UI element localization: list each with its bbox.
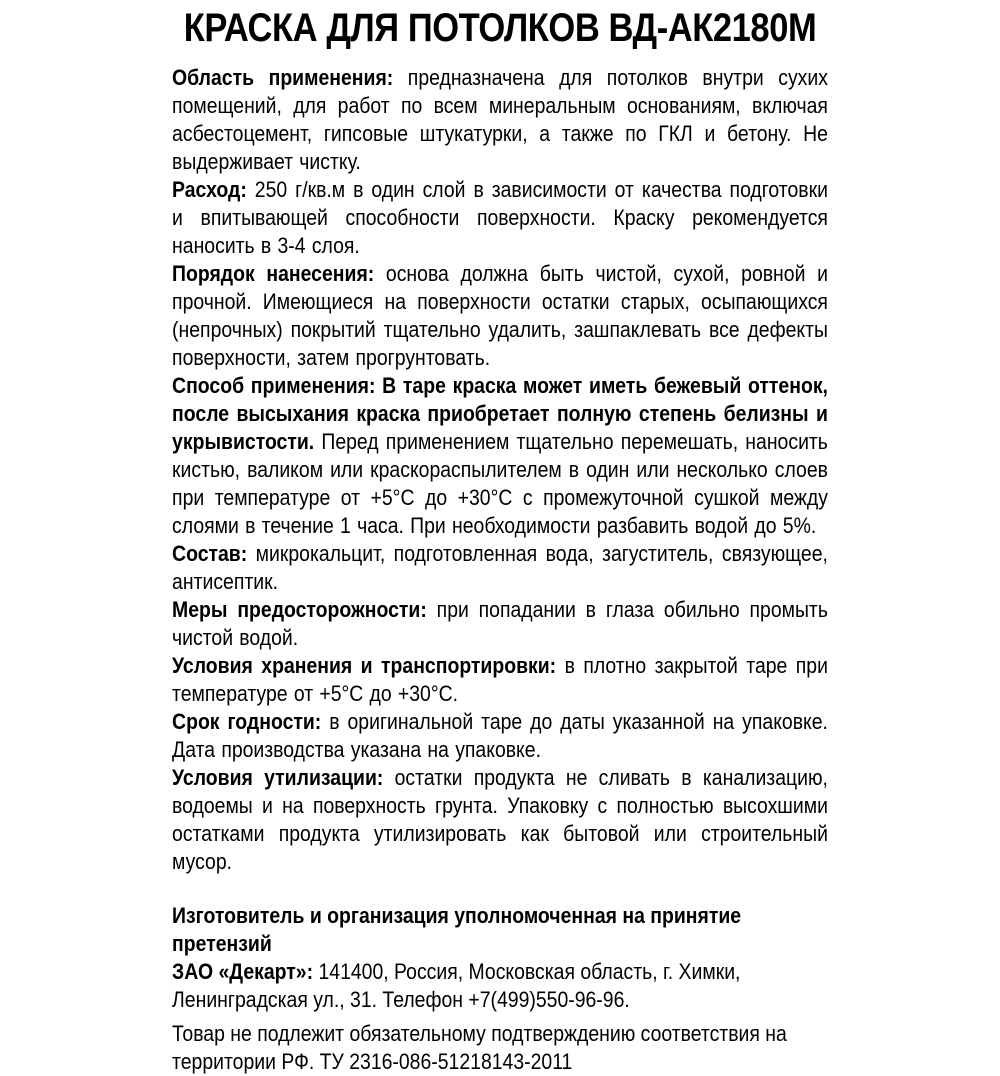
page-title: КРАСКА ДЛЯ ПОТОЛКОВ ВД-АК2180М xyxy=(183,6,817,50)
compliance-note: Товар не подлежит обязательному подтверждению соответствия на территории РФ. ТУ 2316-086-51218143-2011 xyxy=(172,1021,787,1074)
section-text: при попадании в глаза обильно промыть чистой водой. xyxy=(172,597,828,650)
section-storage-conditions xyxy=(172,652,828,708)
section-heading: Меры предосторожности: xyxy=(172,597,427,622)
section-text: в плотно закрытой таре при температуре от +5°С до +30°С. xyxy=(172,653,828,706)
section-heading: Условия хранения и транспортировки: xyxy=(172,653,557,678)
section-heading: Условия утилизации: xyxy=(172,765,384,790)
section-text: основа должна быть чистой, сухой, ровной и прочной. Имеющиеся на поверхности остатки старых, осыпающихся (непрочных) покрытий тщательно удалить, зашпаклевать все дефекты поверхности, затем прогрунтовать. xyxy=(172,261,828,370)
section-disposal xyxy=(172,764,828,876)
section-application-order xyxy=(172,260,828,372)
section-heading: Способ применения: xyxy=(172,373,376,398)
manufacturer-address-line1: 141400, Россия, Московская область, г. Химки, xyxy=(318,959,741,984)
paint-label xyxy=(172,0,828,1076)
manufacturer-name: ЗАО «Декарт»: xyxy=(172,959,314,984)
section-bold-lead: В таре краска может иметь бежевый оттенок, после высыхания краска приобретает полную степень белизны и укрывистости. xyxy=(172,373,828,454)
section-heading: Порядок нанесения: xyxy=(172,261,375,286)
section-consumption xyxy=(172,176,828,260)
section-text: микрокальцит, подготовленная вода, загуститель, связующее, антисептик. xyxy=(172,541,828,594)
section-text: 250 г/кв.м в один слой в зависимости от качества подготовки и впитывающей способности поверхности. Краску рекомендуется наносить в 3-4 слоя. xyxy=(172,177,828,258)
section-composition xyxy=(172,540,828,596)
manufacturer-heading: Изготовитель и организация уполномоченная на принятие претензий xyxy=(172,903,742,956)
section-text: предназначена для потолков внутри сухих помещений, для работ по всем минеральным основаниям, включая асбестоцемент, гипсовые штукатурки, а также по ГКЛ и бетону. Не выдерживает чистку. xyxy=(172,65,828,174)
section-precautions xyxy=(172,596,828,652)
section-usage-method xyxy=(172,372,828,540)
manufacturer-address-line2: Ленинградская ул., 31. Телефон +7(499)550-96-96. xyxy=(172,987,630,1012)
section-text: остатки продукта не сливать в канализацию, водоемы и на поверхность грунта. Упаковку с полностью высохшими остатками продукта утилизировать как бытовой или строительный мусор. xyxy=(172,765,828,874)
section-heading: Область применения: xyxy=(172,65,394,90)
section-application-area xyxy=(172,64,828,176)
section-heading: Расход: xyxy=(172,177,247,202)
section-text: в оригинальной таре до даты указанной на упаковке. Дата производства указана на упаковке. xyxy=(172,709,828,762)
section-shelf-life xyxy=(172,708,828,764)
manufacturer-block xyxy=(172,902,828,1014)
section-text: Перед применением тщательно перемешать, наносить кистью, валиком или краскораспылителем в один или несколько слоев при температуре от +5°С до +30°С с промежуточной сушкой между слоями в течение 1 часа. При необходимости разбавить водой до 5%. xyxy=(172,429,828,538)
section-heading: Состав: xyxy=(172,541,248,566)
section-heading: Срок годности: xyxy=(172,709,322,734)
